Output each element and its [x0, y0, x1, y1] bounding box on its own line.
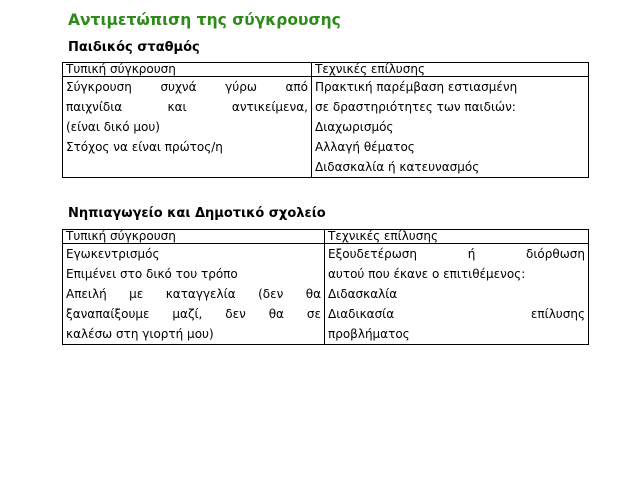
table-header-row	[63, 63, 589, 77]
word: Εξουδετέρωση	[328, 247, 417, 261]
text-line: προβλήματος	[328, 327, 410, 341]
word: μαζί,	[172, 307, 203, 321]
text-line: (είναι δικό μου)	[66, 120, 160, 134]
column-header-resolution-techniques: Τεχνικές επίλυσης	[325, 230, 589, 244]
word: Διαδικασία	[328, 307, 395, 321]
table-row	[63, 77, 589, 178]
text-line: Επιμένει στο δικό του τρόπο	[66, 267, 238, 281]
resolution-techniques-cell	[325, 244, 589, 345]
word: ξαναπαίξουμε	[66, 307, 150, 321]
column-header-resolution-techniques: Τεχνικές επίλυσης	[312, 63, 589, 77]
word: θα	[305, 287, 321, 301]
text-line	[328, 244, 585, 264]
word: με	[129, 287, 144, 301]
word: επίλυσης	[530, 307, 585, 321]
text-line	[66, 304, 321, 324]
text-line: Διδασκαλία ή κατευνασμός	[315, 160, 480, 174]
column-header-typical-conflict: Τυπική σύγκρουση	[63, 63, 312, 77]
word: και	[167, 100, 187, 114]
word: αντικείμενα,	[231, 100, 308, 114]
text-line	[328, 304, 585, 324]
text-line: Πρακτική παρέμβαση εστιασμένη	[315, 80, 518, 94]
word: καταγγελία	[165, 287, 236, 301]
text-line: Διαχωρισμός	[315, 120, 394, 134]
section-heading-nursery: Παιδικός σταθμός	[68, 40, 200, 55]
text-line: Διδασκαλία	[328, 287, 398, 301]
text-line: Αλλαγή θέματος	[315, 140, 415, 154]
conflict-table-nursery	[62, 62, 589, 178]
word: διόρθωση	[526, 247, 585, 261]
word: ή	[467, 247, 476, 261]
word: σε	[306, 307, 321, 321]
word: Απειλή	[66, 287, 107, 301]
conflict-table-kindergarten-school	[62, 229, 589, 345]
word: (δεν	[258, 287, 284, 301]
word: γύρω	[225, 80, 257, 94]
word: δεν	[225, 307, 246, 321]
page-title: Αντιμετώπιση της σύγκρουσης	[68, 11, 341, 29]
text-line: Στόχος να είναι πρώτος/η	[66, 140, 223, 154]
table-header-row	[63, 230, 589, 244]
table-row	[63, 244, 589, 345]
section-heading-kindergarten-school: Νηπιαγωγείο και Δημοτικό σχολείο	[68, 206, 326, 221]
text-line: σε δραστηριότητες των παιδιών:	[315, 100, 516, 114]
text-line	[66, 97, 308, 117]
word: παιχνίδια	[66, 100, 123, 114]
word: συχνά	[160, 80, 197, 94]
column-header-typical-conflict: Τυπική σύγκρουση	[63, 230, 325, 244]
word: Σύγκρουση	[66, 80, 132, 94]
resolution-techniques-cell	[312, 77, 589, 178]
text-line	[66, 77, 308, 97]
text-line: καλέσω στη γιορτή μου)	[66, 327, 214, 341]
text-line	[66, 284, 321, 304]
word: θα	[268, 307, 284, 321]
text-line: αυτού που έκανε ο επιτιθέμενος:	[328, 267, 526, 281]
typical-conflict-cell	[63, 244, 325, 345]
text-line: Εγωκεντρισμός	[66, 247, 160, 261]
typical-conflict-cell	[63, 77, 312, 178]
word: από	[285, 80, 308, 94]
